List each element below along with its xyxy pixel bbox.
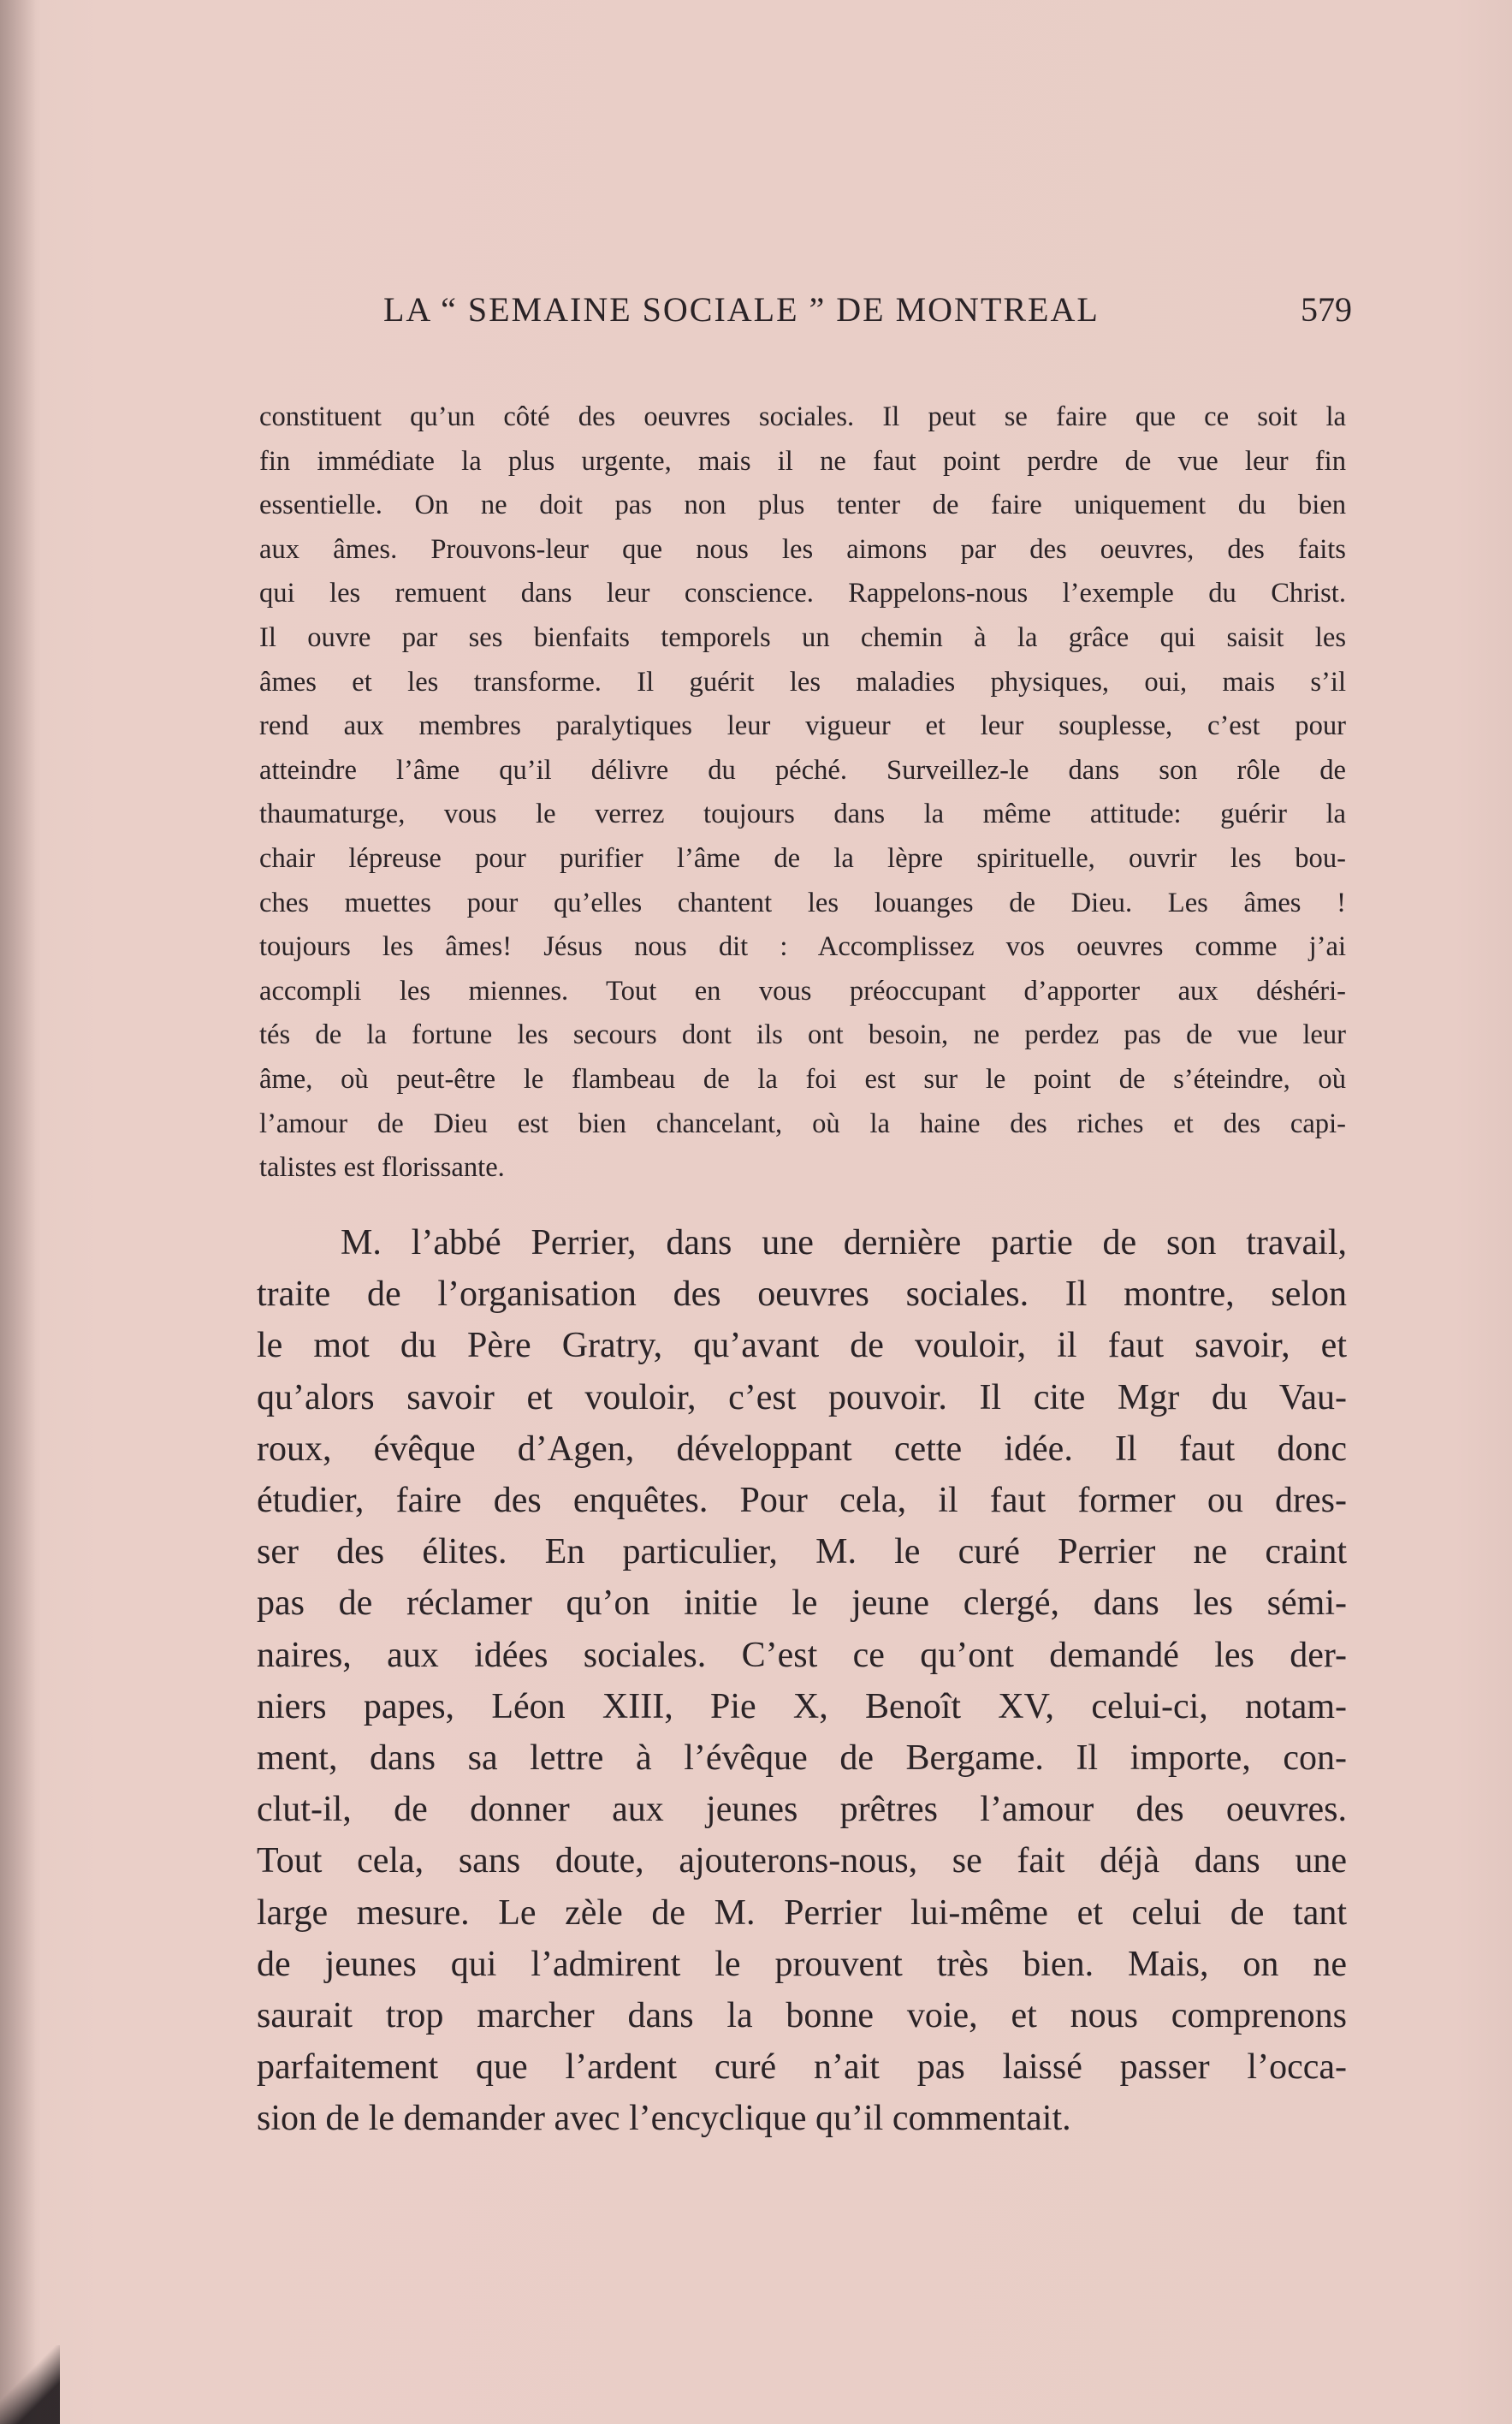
text-line: constituent qu’un côté des oeuvres sociales. Il peut se faire que ce soit la [259,401,1346,432]
text-line: Il ouvre par ses bienfaits temporels un chemin à la grâce qui saisit les [259,621,1346,653]
text-line: niers papes, Léon XIII, Pie X, Benoît XV, celui-ci, notam- [257,1686,1347,1726]
text-line: le mot du Père Gratry, qu’avant de vouloir, il faut savoir, et [257,1326,1347,1366]
text-line: naires, aux idées sociales. C’est ce qu’ont demandé les der- [257,1635,1347,1675]
text-line: talistes est florissante. [259,1152,505,1184]
paragraph-body-text [257,1217,1347,2145]
scan-corner-shadow [0,2345,60,2424]
text-line: étudier, faire des enquêtes. Pour cela, il faut former ou dres- [257,1481,1347,1521]
text-line: âmes et les transforme. Il guérit les maladies physiques, oui, mais s’il [259,666,1346,698]
text-line: roux, évêque d’Agen, développant cette idée. Il faut donc [257,1429,1347,1469]
text-line: thaumaturge, vous le verrez toujours dans la même attitude: guérir la [259,799,1346,830]
text-line: traite de l’organisation des oeuvres sociales. Il montre, selon [257,1274,1347,1315]
text-line: âme, où peut-être le flambeau de la foi est sur le point de s’éteindre, où [259,1063,1346,1095]
text-line: qu’alors savoir et vouloir, c’est pouvoir. Il cite Mgr du Vau- [257,1377,1347,1417]
text-line: ment, dans sa lettre à l’évêque de Bergame. Il importe, con- [257,1738,1347,1779]
text-line: tés de la fortune les secours dont ils ont besoin, ne perdez pas de vue leur [259,1019,1346,1051]
text-line: large mesure. Le zèle de M. Perrier lui-même et celui de tant [257,1892,1347,1933]
text-line: chair lépreuse pour purifier l’âme de la lèpre spirituelle, ouvrir les bou- [259,842,1346,874]
text-line: ches muettes pour qu’elles chantent les louanges de Dieu. Les âmes ! [259,887,1346,918]
text-line: essentielle. On ne doit pas non plus tenter de faire uniquement du bien [259,490,1346,521]
text-line: l’amour de Dieu est bien chancelant, où la haine des riches et des capi- [259,1108,1346,1139]
running-title: LA “ SEMAINE SOCIALE ” DE MONTREAL [383,290,1100,329]
text-line: saurait trop marcher dans la bonne voie, et nous comprenons [257,1996,1347,2036]
paragraph-quoted-text [259,395,1346,1191]
text-line: atteindre l’âme qu’il délivre du péché. Surveillez-le dans son rôle de [259,754,1346,786]
page-header [383,289,1352,341]
text-line: pas de réclamer qu’on initie le jeune clergé, dans les sémi- [257,1583,1347,1624]
text-line: qui les remuent dans leur conscience. Rappelons-nous l’exemple du Christ. [259,578,1346,609]
text-line: Tout cela, sans doute, ajouterons-nous, se fait déjà dans une [257,1841,1347,1881]
page-number: 579 [1301,290,1352,329]
text-line: ser des élites. En particulier, M. le curé Perrier ne craint [257,1532,1347,1572]
text-line: de jeunes qui l’admirent le prouvent très bien. Mais, on ne [257,1944,1347,1984]
text-line: rend aux membres paralytiques leur vigueur et leur souplesse, c’est pour [259,710,1346,742]
text-line: aux âmes. Prouvons-leur que nous les aimons par des oeuvres, des faits [259,533,1346,565]
binding-gutter-shadow [0,0,36,2424]
text-line: parfaitement que l’ardent curé n’ait pas laissé passer l’occa- [257,2047,1347,2088]
text-line: M. l’abbé Perrier, dans une dernière partie de son travail, [341,1223,1347,1262]
text-line: clut-il, de donner aux jeunes prêtres l’amour des oeuvres. [257,1790,1347,1830]
text-line: fin immédiate la plus urgente, mais il ne faut point perdre de vue leur fin [259,445,1346,477]
text-line: sion de le demander avec l’encyclique qu’il commentait. [257,2099,1071,2139]
text-line: accompli les miennes. Tout en vous préoccupant d’apporter aux déshéri- [259,975,1346,1007]
text-line: toujours les âmes! Jésus nous dit : Accomplissez vos oeuvres comme j’ai [259,931,1346,963]
